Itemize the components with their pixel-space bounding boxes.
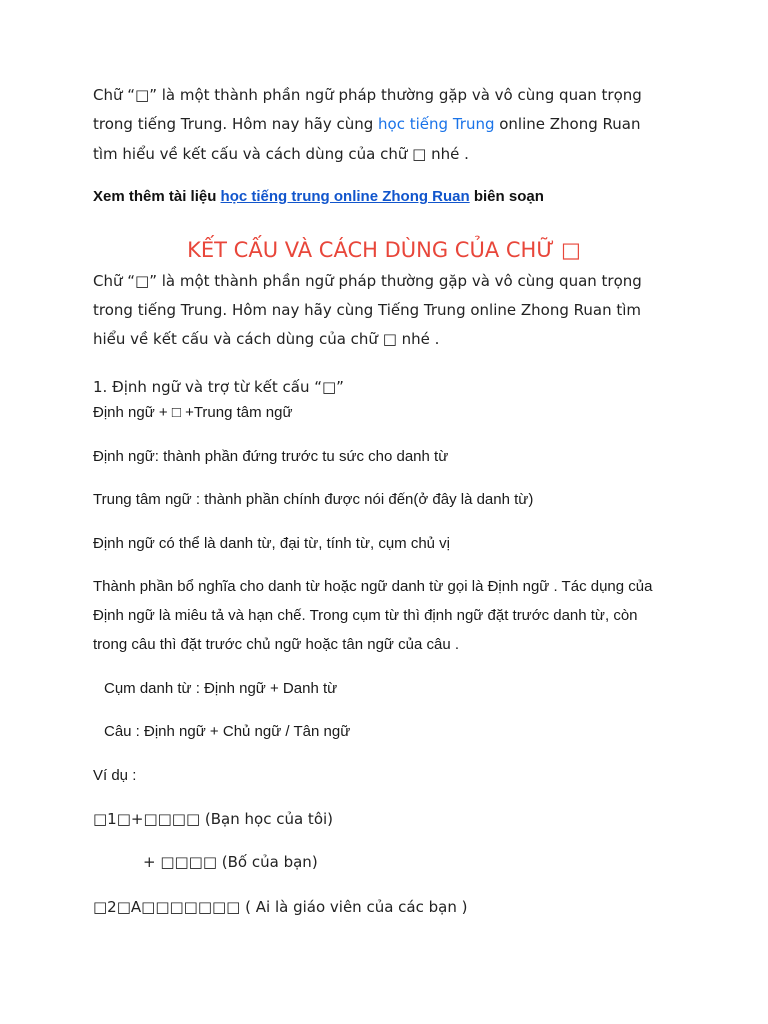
- para2-line-1: Chữ “□” là một thành phần ngữ pháp thường gặp và vô cùng quan trọng: [93, 272, 642, 290]
- example-label: Ví dụ :: [93, 767, 137, 784]
- zhong-ruan-link[interactable]: học tiếng trung online Zhong Ruan: [220, 188, 470, 205]
- see-more-line: [93, 188, 544, 205]
- intro-line-2-tail: online Zhong Ruan: [494, 115, 641, 133]
- see-more-prefix: Xem thêm tài liệu: [93, 188, 221, 205]
- example-1b: + □□□□ (Bố của bạn): [143, 853, 318, 871]
- sentence-structure: Câu : Định ngữ + Chủ ngữ / Tân ngữ: [104, 723, 351, 740]
- see-more-suffix: biên soạn: [469, 188, 544, 205]
- example-1: □1□+□□□□ (Bạn học của tôi): [93, 810, 334, 828]
- intro-line-2-text: trong tiếng Trung. Hôm nay hãy cùng: [93, 115, 379, 133]
- intro-line-3: tìm hiểu về kết cấu và cách dùng của chữ □ nhé .: [93, 145, 469, 163]
- definition-trung-tam-ngu: Trung tâm ngữ : thành phần chính được nói đến(ở đây là danh từ): [93, 491, 534, 508]
- para2-line-2: trong tiếng Trung. Hôm nay hãy cùng Tiếng Trung online Zhong Ruan tìm: [93, 301, 642, 319]
- hoc-tieng-trung-link[interactable]: học tiếng Trung: [378, 115, 495, 133]
- definition-dinh-ngu: Định ngữ: thành phần đứng trước tu sức cho danh từ: [93, 448, 449, 465]
- section-heading: KẾT CẤU VÀ CÁCH DÙNG CỦA CHỮ □: [187, 238, 581, 262]
- formula-line: Định ngữ + □ +Trung tâm ngữ: [93, 404, 293, 421]
- example-2: □2□A□□□□□□□ ( Ai là giáo viên của các bạn ): [93, 898, 468, 916]
- intro-line-1: Chữ “□” là một thành phần ngữ pháp thường gặp và vô cùng quan trọng: [93, 86, 642, 104]
- phrase-structure: Cụm danh từ : Định ngữ + Danh từ: [104, 680, 338, 697]
- explain-line-1: Thành phần bổ nghĩa cho danh từ hoặc ngữ danh từ gọi là Định ngữ . Tác dụng của: [93, 578, 653, 595]
- para2-line-3: hiểu về kết cấu và cách dùng của chữ □ nhé .: [93, 330, 440, 348]
- intro-line-2: [93, 115, 641, 133]
- explain-line-2: Định ngữ là miêu tả và hạn chế. Trong cụm từ thì định ngữ đặt trước danh từ, còn: [93, 607, 638, 624]
- section1-title: 1. Định ngữ và trợ từ kết cấu “□”: [93, 378, 344, 396]
- definition-types: Định ngữ có thể là danh từ, đại từ, tính từ, cụm chủ vị: [93, 535, 451, 552]
- explain-line-3: trong câu thì đặt trước chủ ngữ hoặc tân ngữ của câu .: [93, 636, 460, 653]
